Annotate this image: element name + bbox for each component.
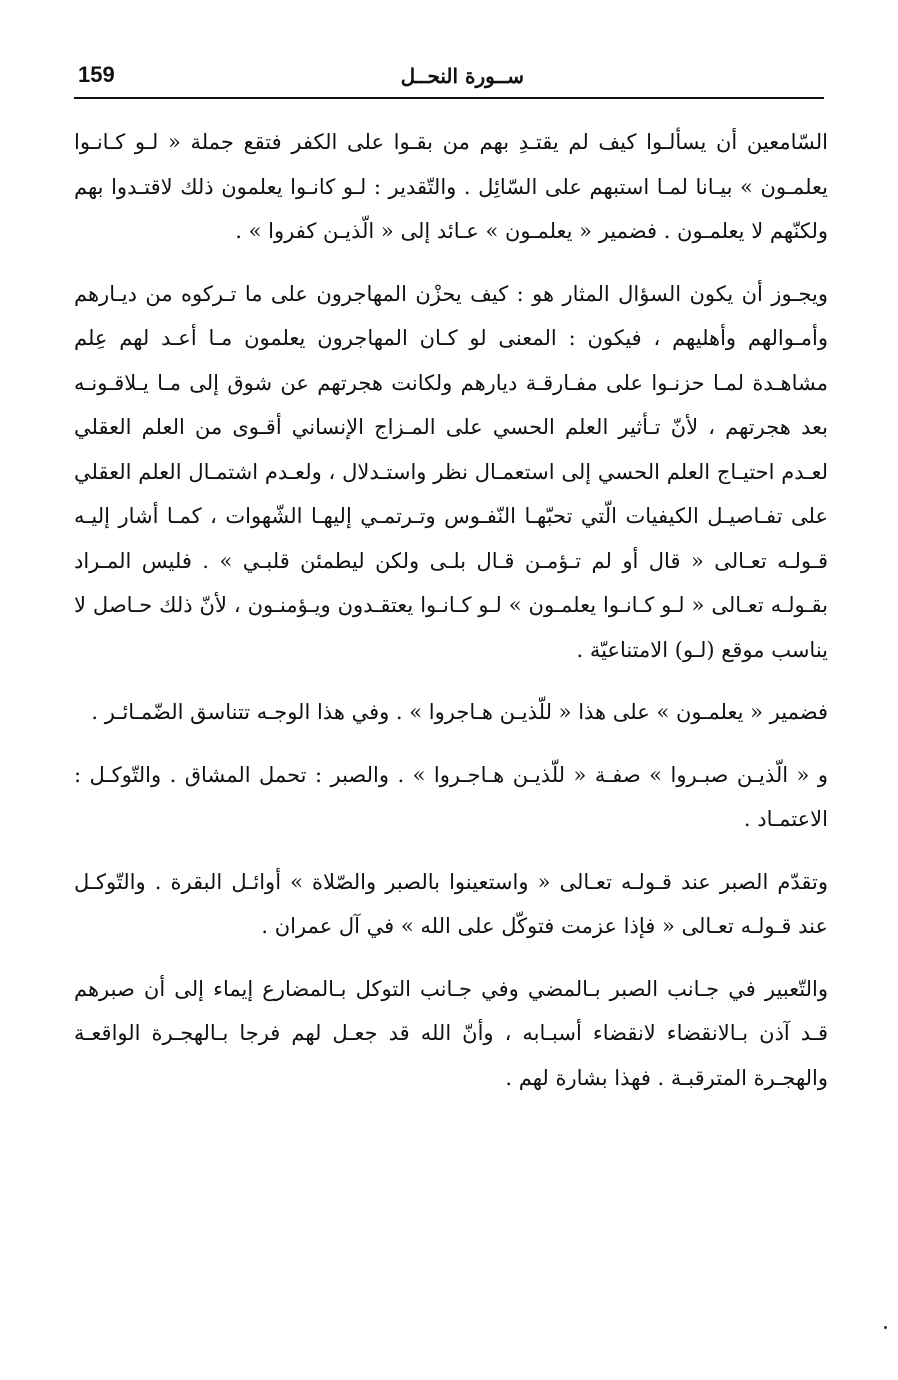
paragraph-6: والتّعبير في جـانب الصبر بـالمضي وفي جـانب التوكل بـالمضارع إيماء إلى أن صبرهم قـد آذن بـالانقضاء لانقضاء أسبـابه ، وأنّ الله قد جعـل لهم فرجا بـالهجـرة الواقعـة والهجـرة المترقبـة . فهذا بشارة لهم .: [74, 976, 828, 1090]
paragraph-2: ويجـوز أن يكون السؤال المثار هو : كيف يحزْن المهاجرون على ما تـركوه من ديـارهم وأمـوالهم وأهليهم ، فيكون : المعنى لو كـان المهاجرون يعلمون مـا أعـد لهم عِلم مشاهـدة لمـا حزنـوا على مفـارقـة ديارهم ولكانت هجرتهم عن شوق إلى مـا يـلاقـونـه بعد هجرتهم ، لأنّ تـأثير العلم الحسي على المـزاج الإنساني أقـوى من العلم العقلي لعـدم احتيـاج العلم الحسي إلى استعمـال نظر واستـدلال ، ولعـدم اشتمـال العلم العقلي على تفـاصيـل الكيفيات الّتي تحبّهـا النّفـوس وتـرتمـي إليهـا الشّهوات ، كمـا أشار إليـه قـولـه تعـالى « قال أو لم تـؤمـن قـال بلـى ولكن ليطمئن قلبـي » . فليس المـراد بقـولـه تعـالى « لـو كـانـوا يعلمـون » لـو كـانـوا يعتقـدون ويـؤمنـون ، لأنّ ذلك حـاصل لا يناسب موقع (لـو) الامتناعيّة .: [74, 281, 828, 662]
paragraph-4: و « الّذيـن صبـروا » صفـة « للّذيـن هـاجـروا » . والصبر : تحمل المشاق . والتّوكـل : الاعتمـاد .: [74, 762, 828, 831]
body-text: [74, 120, 828, 1100]
paragraph-1: السّامعين أن يسألـوا كيف لم يقتـدِ بهم من بقـوا على الكفر فتقع جملة « لـو كـانـوا يعلمـون » بيـانا لمـا استبهم على السّائِل . والتّقدير : لـو كانـوا يعلمون ذلك لاقتـدوا بهم ولكنّهم لا يعلمـون . فضمير « يعلمـون » عـائد إلى « الّذيـن كفروا » .: [74, 130, 828, 243]
page-number: 159: [78, 62, 115, 87]
surah-title: ســورة النحــل: [400, 64, 524, 88]
scan-speck: [884, 1326, 887, 1329]
paragraph-5: وتقدّم الصبر عند قـولـه تعـالى « واستعينوا بالصبر والصّلاة » أوائـل البقرة . والتّوكـل عند قـولـه تعـالى « فإذا عزمت فتوكّل على الله » في آل عمران .: [74, 869, 828, 938]
paragraph-3: فضمير « يعلمـون » على هذا « للّذيـن هـاجروا » . وفي هذا الوجـه تتناسق الضّمـائـر .: [91, 700, 828, 724]
header-divider: [74, 97, 824, 99]
page-header: [74, 60, 824, 100]
